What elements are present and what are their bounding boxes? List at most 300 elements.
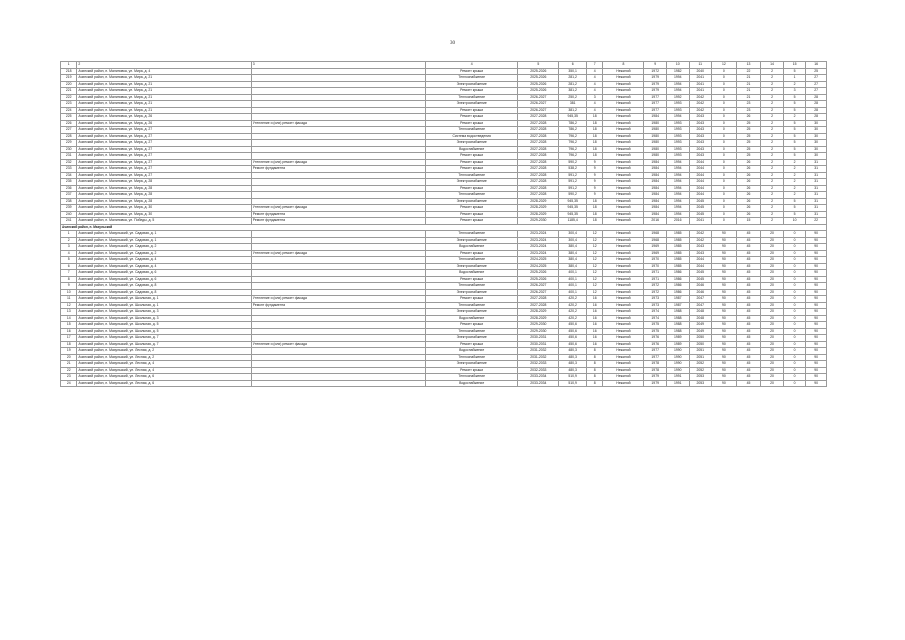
table-cell: Нежилой	[603, 302, 644, 309]
table-cell: 2	[783, 159, 806, 166]
table-cell: 2041	[689, 75, 712, 82]
table-cell: Нежилой	[603, 166, 644, 173]
table-cell: 381	[559, 101, 587, 108]
page-number: 30	[450, 41, 455, 46]
table-cell: 400,1	[559, 276, 587, 283]
table-cell: Теплоснабжение	[426, 302, 518, 309]
table-cell: 2	[761, 166, 784, 173]
table-cell: 2043	[689, 250, 712, 257]
table-cell: Нежилой	[603, 309, 644, 316]
table-cell: 0	[783, 296, 806, 303]
table-cell: Ремонт крыши	[426, 218, 518, 225]
table-cell: 18	[587, 133, 603, 140]
table-cell: 2024-2025	[518, 263, 559, 270]
table-cell: 1989	[666, 335, 689, 342]
table-cell: Теплоснабжение	[426, 283, 518, 290]
table-cell: 1984	[644, 211, 667, 218]
table-cell: 90	[712, 335, 737, 342]
table-cell: Нежилой	[603, 283, 644, 290]
table-cell: 1990	[666, 348, 689, 355]
table-cell: 945,35	[559, 205, 587, 212]
table-cell: 90	[806, 361, 827, 368]
table-cell: 45	[736, 289, 761, 296]
table-cell: Нежилой	[603, 198, 644, 205]
table-cell: 0	[712, 101, 737, 108]
table-cell: 1984	[644, 198, 667, 205]
table-cell: Электроснабжение	[426, 361, 518, 368]
table-cell: Ремонт крыши	[426, 341, 518, 348]
table-cell: Теплоснабжение	[426, 75, 518, 82]
table-cell: 90	[712, 237, 737, 244]
table-cell: 2	[761, 114, 784, 121]
table-cell: Ремонт крыши	[426, 185, 518, 192]
table-cell: 1	[783, 75, 806, 82]
table-cell: 90	[806, 263, 827, 270]
table-cell: 90	[712, 302, 737, 309]
table-cell: 480,3	[559, 348, 587, 355]
table-cell: Утепление и (или) ремонт фасада	[251, 120, 425, 127]
table-cell: 0	[783, 289, 806, 296]
table-cell: 90	[712, 348, 737, 355]
table-cell: 400,1	[559, 270, 587, 277]
table-cell: 480,3	[559, 367, 587, 374]
table-cell: Электроснабжение	[426, 101, 518, 108]
table-cell: 20	[761, 367, 784, 374]
table-cell: Нежилой	[603, 257, 644, 264]
table-cell: 18	[587, 127, 603, 134]
table-cell: 45	[736, 257, 761, 264]
table-cell: 90	[806, 335, 827, 342]
table-cell: 9	[644, 62, 667, 69]
table-cell: 0	[783, 354, 806, 361]
table-cell: Нежилой	[603, 205, 644, 212]
table-cell: 2030-2031	[518, 341, 559, 348]
table-cell: 2046	[689, 289, 712, 296]
table-cell: 2026-2027	[518, 107, 559, 114]
table-cell: 420,2	[559, 296, 587, 303]
table-cell: 1971	[644, 276, 667, 283]
table-cell: 225	[61, 114, 77, 121]
table-cell: 0	[712, 192, 737, 199]
table-cell: 2	[761, 140, 784, 147]
table-cell: 5	[783, 94, 806, 101]
table-cell: 22	[806, 218, 827, 225]
table-cell: Ачинский район, п. Малиновка, ул. Мира, д. 27	[77, 127, 251, 134]
table-cell: 2027-2028	[518, 166, 559, 173]
table-cell: 18	[587, 153, 603, 160]
table-cell: 222	[61, 94, 77, 101]
table-cell: 45	[736, 276, 761, 283]
table-cell: 2	[761, 179, 784, 186]
table-cell: 18	[587, 198, 603, 205]
table-cell: 20	[761, 296, 784, 303]
table-cell: 0	[712, 140, 737, 147]
table-cell: 45	[736, 231, 761, 238]
table-cell: 2044	[689, 192, 712, 199]
table-cell: 25	[736, 140, 761, 147]
table-cell: 1993	[666, 140, 689, 147]
table-cell: 8	[61, 276, 77, 283]
table-cell: 1984	[644, 185, 667, 192]
table-cell: 0	[712, 68, 737, 75]
table-cell: 230	[61, 146, 77, 153]
table-cell: 219	[61, 75, 77, 82]
table-cell: Ачинский район, п. Мазульский, ул. Школьная, д. 3	[77, 315, 251, 322]
table-cell: Теплоснабжение	[426, 257, 518, 264]
table-cell: 0	[783, 244, 806, 251]
table-cell: 2	[761, 218, 784, 225]
table-cell: 45	[736, 335, 761, 342]
table-cell: Нежилой	[603, 361, 644, 368]
table-cell: Утепление и (или) ремонт фасада	[251, 250, 425, 257]
table-cell: 1985	[666, 237, 689, 244]
table-cell: 90	[712, 354, 737, 361]
table-cell: 1984	[644, 159, 667, 166]
table-cell: 15	[61, 322, 77, 329]
table-cell: 945,35	[559, 211, 587, 218]
table-cell: 1969	[644, 250, 667, 257]
table-cell: 2052	[689, 367, 712, 374]
table-cell: 1994	[666, 75, 689, 82]
table-cell: 2049	[689, 322, 712, 329]
table-cell: 30	[806, 133, 827, 140]
table-cell: Ачинский район, п. Мазульский, ул. Садовая, д. 6	[77, 276, 251, 283]
table-cell: Ачинский район, п. Мазульский, ул. Садовая, д. 1	[77, 237, 251, 244]
table-cell: 1982	[666, 68, 689, 75]
table-cell: 45	[736, 296, 761, 303]
table-cell: Ачинский район, п. Мазульский, ул. Школьная, д. 1	[77, 296, 251, 303]
table-cell: 16	[806, 62, 827, 69]
table-cell: 2043	[689, 146, 712, 153]
table-cell: 12	[587, 231, 603, 238]
table-cell: 1980	[644, 133, 667, 140]
table-cell: 26	[736, 185, 761, 192]
table-cell: Электроснабжение	[426, 289, 518, 296]
table-cell: 420,2	[559, 302, 587, 309]
table-cell: Ремонт крыши	[426, 88, 518, 95]
table-cell: 16	[587, 315, 603, 322]
table-cell: 30	[806, 120, 827, 127]
table-cell: 1976	[644, 335, 667, 342]
table-cell: 1980	[644, 127, 667, 134]
table-cell: Ачинский район, п. Малиновка, ул. Мира, д. 28	[77, 198, 251, 205]
table-cell: 2	[761, 75, 784, 82]
table-cell: 12	[587, 237, 603, 244]
table-cell: 5	[518, 62, 559, 69]
table-cell: 12	[61, 302, 77, 309]
table-cell: 2043	[689, 140, 712, 147]
table-cell: 1984	[644, 166, 667, 173]
table-cell: Ачинский район, п. Малиновка, ул. Мира, д. 28	[77, 185, 251, 192]
table-cell: Нежилой	[603, 335, 644, 342]
table-cell: Ачинский район, п. Мазульский, ул. Лесная, д. 4	[77, 361, 251, 368]
table-cell: 1990	[666, 367, 689, 374]
table-cell: 2031-2032	[518, 354, 559, 361]
table-cell: 2030-2031	[518, 335, 559, 342]
table-cell: 1984	[644, 179, 667, 186]
table-cell: 945,35	[559, 114, 587, 121]
table-cell: 90	[806, 231, 827, 238]
table-cell: Ачинский район, п. Мазульский, ул. Лесная, д. 2	[77, 354, 251, 361]
table-cell: 11	[61, 296, 77, 303]
table-cell: 0	[712, 198, 737, 205]
table-cell: 1990	[666, 354, 689, 361]
table-cell: 90	[712, 270, 737, 277]
table-cell: 5	[783, 101, 806, 108]
table-cell: 10	[783, 218, 806, 225]
table-cell: 4	[587, 75, 603, 82]
table-cell: 2023-2024	[518, 237, 559, 244]
table-cell: Ремонт крыши	[426, 205, 518, 212]
table-cell: 0	[712, 166, 737, 173]
table-cell: 1974	[644, 315, 667, 322]
table-cell: Нежилой	[603, 263, 644, 270]
table-cell: 20	[761, 270, 784, 277]
table-cell: 233	[61, 166, 77, 173]
table-cell: 90	[806, 309, 827, 316]
table-cell: 20	[761, 263, 784, 270]
table-cell: 2025-2026	[518, 68, 559, 75]
table-cell: 2028-2029	[518, 309, 559, 316]
table-cell: Ремонт крыши	[426, 68, 518, 75]
table-cell: 590,2	[559, 159, 587, 166]
table-cell: 0	[783, 276, 806, 283]
table-cell: 23	[736, 101, 761, 108]
table-cell: 9	[587, 179, 603, 186]
table-cell	[251, 380, 425, 387]
table-cell: 2	[761, 101, 784, 108]
table-cell: 31	[806, 166, 827, 173]
table-cell: 26	[736, 166, 761, 173]
table-cell: 16	[587, 302, 603, 309]
table-cell: 1985	[666, 231, 689, 238]
table-cell: 2016	[666, 218, 689, 225]
table-cell: Утепление и (или) ремонт фасада	[251, 296, 425, 303]
table-cell: 31	[806, 185, 827, 192]
table-cell: Нежилой	[603, 341, 644, 348]
table-cell: Ремонт крыши	[426, 159, 518, 166]
table-cell: 250,2	[559, 94, 587, 101]
table-cell: 90	[806, 348, 827, 355]
table-cell: 10	[666, 62, 689, 69]
table-cell: 0	[783, 237, 806, 244]
table-cell: 27	[806, 81, 827, 88]
table-cell: Нежилой	[603, 114, 644, 121]
table-cell: 1968	[644, 237, 667, 244]
table-cell: 20	[761, 322, 784, 329]
table-cell: Ачинский район, п. Мазульский, ул. Школьная, д. 7	[77, 335, 251, 342]
table-cell: 90	[712, 309, 737, 316]
table-cell: 2043	[689, 153, 712, 160]
table-cell: Ремонт крыши	[426, 166, 518, 173]
table-cell: 5	[783, 127, 806, 134]
table-cell: 2023-2024	[518, 244, 559, 251]
table-cell: 400,1	[559, 283, 587, 290]
table-cell: Ачинский район, п. Мазульский, ул. Лесная, д. 2	[77, 348, 251, 355]
table-cell: 26	[736, 179, 761, 186]
table-cell: 45	[736, 341, 761, 348]
table-cell: 2026-2027	[518, 283, 559, 290]
table-cell: 90	[806, 315, 827, 322]
table-cell: 90	[712, 263, 737, 270]
table-cell: 12	[587, 270, 603, 277]
table-cell: Ачинский район, п. Малиновка, ул. Мира, д. 26	[77, 120, 251, 127]
table-cell: 45	[736, 302, 761, 309]
table-cell: Ачинский район, п. Малиновка, ул. Мира, д. 21	[77, 101, 251, 108]
table-cell: Система водоотведения	[426, 133, 518, 140]
table-cell: 8	[587, 367, 603, 374]
table-cell: 1986	[666, 270, 689, 277]
table-cell: 8	[587, 348, 603, 355]
table-cell: 796,2	[559, 153, 587, 160]
table-cell: 1993	[666, 107, 689, 114]
table-cell: 0	[783, 302, 806, 309]
table-cell: 26	[736, 211, 761, 218]
table-cell: 1980	[644, 120, 667, 127]
table-cell: 5	[783, 153, 806, 160]
table-cell: 9	[61, 283, 77, 290]
table-cell: 350,1	[559, 68, 587, 75]
table-cell: Нежилой	[603, 75, 644, 82]
table-cell: Ачинский район, п. Малиновка, ул. Мира, д. 28	[77, 192, 251, 199]
table-cell: Ачинский район, п. Малиновка, ул. Мира, д. 27	[77, 159, 251, 166]
table-cell: 31	[806, 198, 827, 205]
table-cell: 90	[806, 289, 827, 296]
table-cell: 2032-2033	[518, 367, 559, 374]
table-cell: Ачинский район, п. Мазульский, ул. Лесная, д. 6	[77, 374, 251, 381]
table-cell: Нежилой	[603, 328, 644, 335]
table-cell: 2	[783, 192, 806, 199]
table-cell: 1994	[666, 205, 689, 212]
table-cell: 15	[783, 62, 806, 69]
table-cell: 16	[587, 335, 603, 342]
table-cell: 2029-2030	[518, 328, 559, 335]
table-cell: Ачинский район, п. Мазульский, ул. Школьная, д. 5	[77, 322, 251, 329]
table-cell: Нежилой	[603, 276, 644, 283]
table-cell: 1985	[666, 244, 689, 251]
table-cell: 945,35	[559, 198, 587, 205]
table-cell: 1994	[666, 198, 689, 205]
table-cell: Ачинский район, п. Мазульский, ул. Садовая, д. 6	[77, 270, 251, 277]
table-cell: 1993	[666, 146, 689, 153]
table-cell: 2	[783, 166, 806, 173]
table-cell: 0	[712, 133, 737, 140]
table-cell: 90	[712, 322, 737, 329]
table-cell: Нежилой	[603, 101, 644, 108]
table-cell: 16	[587, 309, 603, 316]
table-cell: 1185,4	[559, 218, 587, 225]
table-cell: 1987	[666, 302, 689, 309]
table-cell: 90	[806, 341, 827, 348]
table-cell: 2045	[689, 198, 712, 205]
table-cell: Ачинский район, п. Мазульский, ул. Садовая, д. 2	[77, 244, 251, 251]
table-cell: 2027-2028	[518, 146, 559, 153]
table-cell: 227	[61, 127, 77, 134]
table-cell: 20	[761, 244, 784, 251]
table-cell: Нежилой	[603, 322, 644, 329]
table-cell: Теплоснабжение	[426, 94, 518, 101]
table-cell: Электроснабжение	[426, 81, 518, 88]
table-cell: 1979	[644, 88, 667, 95]
table-cell: 2040	[689, 68, 712, 75]
table-cell: 2046	[689, 283, 712, 290]
table-cell: 18	[587, 114, 603, 121]
table-cell: Теплоснабжение	[426, 192, 518, 199]
table-cell: 18	[587, 218, 603, 225]
table-cell: Нежилой	[603, 250, 644, 257]
table-cell: 2027-2028	[518, 133, 559, 140]
table-cell: Ачинский район, п. Малиновка, ул. Мира, д. 21	[77, 75, 251, 82]
table-cell: 1980	[644, 153, 667, 160]
table-cell: Электроснабжение	[426, 263, 518, 270]
table-cell: 90	[806, 250, 827, 257]
table-cell: 241	[61, 218, 77, 225]
table-cell: 90	[712, 341, 737, 348]
table-cell: 31	[806, 211, 827, 218]
table-cell: Нежилой	[603, 218, 644, 225]
table-cell: 90	[806, 322, 827, 329]
table-cell: 1994	[666, 159, 689, 166]
table-cell: Ачинский район, п. Мазульский, ул. Лесная, д. 6	[77, 380, 251, 387]
table-cell: 380,4	[559, 263, 587, 270]
table-cell: Ачинский район, п. Мазульский, ул. Садовая, д. 8	[77, 289, 251, 296]
table-cell: 480,3	[559, 354, 587, 361]
table-cell: 90	[806, 244, 827, 251]
table-cell: 24	[61, 380, 77, 387]
table-cell: 1989	[666, 341, 689, 348]
table-cell: 281,2	[559, 75, 587, 82]
table-cell: 300,4	[559, 231, 587, 238]
table-cell: 1969	[644, 244, 667, 251]
table-cell: 2041	[689, 81, 712, 88]
table-cell: 30	[806, 146, 827, 153]
table-cell: 90	[806, 374, 827, 381]
table-cell: 2	[761, 133, 784, 140]
table-cell: 1984	[644, 205, 667, 212]
table-cell: 0	[783, 341, 806, 348]
table-cell: 0	[712, 88, 737, 95]
table-cell: 2044	[689, 257, 712, 264]
table-cell: 45	[736, 361, 761, 368]
table-cell: 18	[587, 120, 603, 127]
table-cell: 786,2	[559, 127, 587, 134]
table-cell: 5	[783, 205, 806, 212]
table-cell: 16	[587, 341, 603, 348]
table-cell: 12	[587, 244, 603, 251]
table-cell: 25	[736, 146, 761, 153]
table-cell: 590,2	[559, 192, 587, 199]
table-cell: 1972	[644, 68, 667, 75]
table-cell: 45	[736, 328, 761, 335]
table-cell: 1979	[644, 374, 667, 381]
table-cell: 2	[761, 68, 784, 75]
table-cell: 28	[806, 94, 827, 101]
table-cell: 5	[783, 68, 806, 75]
table-cell: 45	[736, 244, 761, 251]
table-cell: 21	[736, 75, 761, 82]
table-cell: Ачинский район, п. Мазульский, ул. Лесная, д. 4	[77, 367, 251, 374]
table-cell: 2027-2028	[518, 159, 559, 166]
table-cell: 20	[761, 380, 784, 387]
table-cell: 2033-2034	[518, 380, 559, 387]
table-cell: 26	[736, 192, 761, 199]
table-cell: 2042	[689, 231, 712, 238]
table-cell: 796,2	[559, 140, 587, 147]
table-cell: 13	[736, 62, 761, 69]
table-cell: 3	[61, 244, 77, 251]
table-cell: 4	[426, 62, 518, 69]
table-cell: 2	[783, 179, 806, 186]
